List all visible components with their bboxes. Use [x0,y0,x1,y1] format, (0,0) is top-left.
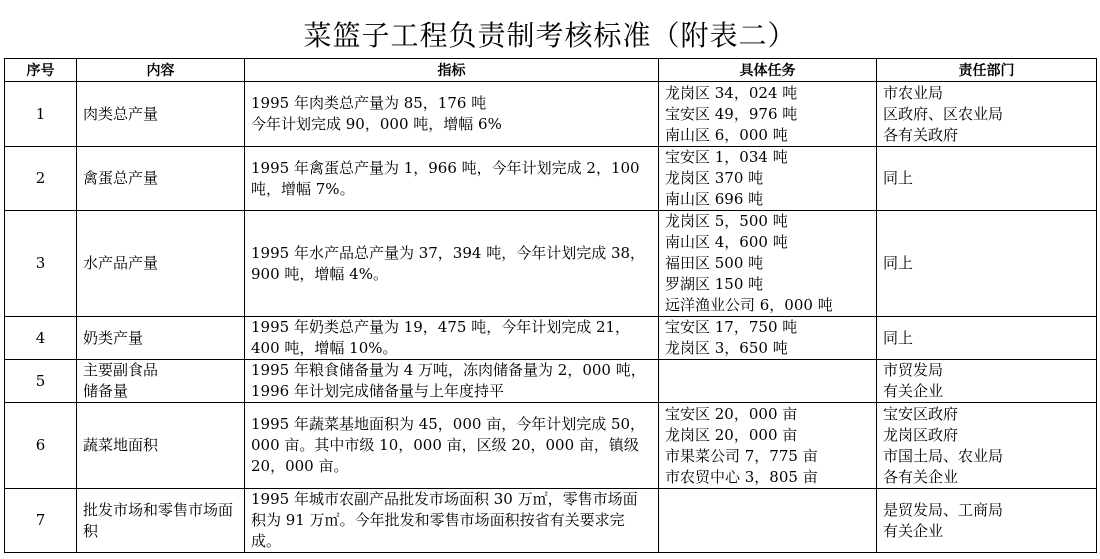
department-line: 市贸发局 [883,361,944,379]
table-row [5,147,1097,211]
indicator-line: 1995 年城市农副产品批发市场面积 30 万㎡，零售市场面积为 91 万㎡。今年批发和零售市场面积按省有关要求完成。 [251,490,638,550]
task-line: 罗湖区 150 吨 [665,275,764,293]
row-content [77,82,245,147]
department-line: 是贸发局、工商局 [883,500,1004,519]
task-line: 远洋渔业公司 6，000 吨 [665,296,833,314]
indicator-line: 1995 年粮食储备量为 4 万吨，冻肉储备量为 2，000 吨，1996 年计划完成储备量与上年度持平 [251,361,646,400]
row-indicator [245,360,659,403]
content-line: 蔬菜地面积 [83,436,159,454]
row-departments [877,317,1097,360]
row-number: 6 [5,403,77,489]
row-indicator [245,82,659,147]
row-indicator [245,403,659,489]
content-line: 水产品产量 [83,254,159,272]
task-line: 市果菜公司 7，775 亩 [665,446,818,465]
row-departments [877,82,1097,147]
department-line: 各有关企业 [883,467,959,486]
header-dept: 责任部门 [877,59,1097,82]
task-line: 宝安区 17，750 吨 [665,318,798,336]
task-line: 宝安区 49，976 吨 [665,104,798,123]
row-departments [877,360,1097,403]
content-line: 禽蛋总产量 [83,169,159,187]
row-departments [877,147,1097,211]
indicator-line: 1995 年奶类总产量为 19，475 吨，今年计划完成 21，400 吨，增幅 10%。 [251,318,631,357]
table-body [5,82,1097,553]
row-departments [877,403,1097,489]
department-line: 有关企业 [883,521,944,540]
row-indicator [245,489,659,553]
department-line: 同上 [883,169,914,187]
indicator-line: 1995 年蔬菜基地面积为 45，000 亩，今年计划完成 50，000 亩。其中市级 10，000 亩，区级 20，000 亩，镇级 20，000 亩。 [251,415,646,475]
content-line: 批发市场和零售市场面积 [83,500,234,540]
row-departments [877,211,1097,317]
row-number: 2 [5,147,77,211]
department-line: 龙岗区政府 [883,425,959,444]
department-line: 市国土局、农业局 [883,446,1004,465]
department-line: 同上 [883,254,914,272]
indicator-line: 1995 年肉类总产量为 85，176 吨 [251,94,487,112]
task-line: 宝安区 1，034 吨 [665,148,788,166]
row-indicator [245,317,659,360]
row-tasks [659,317,877,360]
department-line: 市农业局 [883,83,944,102]
header-content: 内容 [77,59,245,82]
row-departments [877,489,1097,553]
row-number: 4 [5,317,77,360]
department-line: 各有关政府 [883,125,959,144]
task-line: 福田区 500 吨 [665,254,764,272]
task-line: 宝安区 20，000 亩 [665,404,798,423]
task-line: 龙岗区 5，500 吨 [665,212,788,230]
table-row [5,489,1097,553]
row-content [77,403,245,489]
row-indicator [245,211,659,317]
row-content [77,360,245,403]
header-no: 序号 [5,59,77,82]
table-row [5,82,1097,147]
row-number: 1 [5,82,77,147]
indicator-line: 1995 年禽蛋总产量为 1，966 吨，今年计划完成 2，100 吨，增幅 7%。 [251,158,640,198]
row-indicator [245,147,659,211]
content-line: 肉类总产量 [83,104,159,123]
task-line: 龙岗区 20，000 亩 [665,425,798,444]
indicator-line: 今年计划完成 90，000 吨，增幅 6% [251,115,502,133]
row-tasks [659,82,877,147]
table-row [5,317,1097,360]
task-line: 龙岗区 370 吨 [665,169,764,187]
row-number: 5 [5,360,77,403]
table-header-row [5,59,1097,82]
content-line: 主要副食品 [83,361,159,379]
task-line: 龙岗区 3，650 吨 [665,339,788,357]
task-line: 南山区 4，600 吨 [665,233,788,251]
table-row [5,403,1097,489]
department-line: 宝安区政府 [883,404,959,423]
header-tasks: 具体任务 [659,59,877,82]
task-line: 南山区 696 吨 [665,190,764,208]
row-content [77,147,245,211]
row-number: 7 [5,489,77,553]
row-tasks [659,489,877,553]
row-number: 3 [5,211,77,317]
row-tasks [659,360,877,403]
content-line: 奶类产量 [83,328,144,347]
department-line: 区政府、区农业局 [883,104,1004,123]
department-line: 同上 [883,328,914,347]
header-indicator: 指标 [245,59,659,82]
row-tasks [659,403,877,489]
row-tasks [659,211,877,317]
department-line: 有关企业 [883,382,944,400]
table-row [5,211,1097,317]
task-line: 龙岗区 34，024 吨 [665,83,798,102]
row-tasks [659,147,877,211]
content-line: 储备量 [83,382,129,400]
standards-table [4,58,1097,553]
table-row [5,360,1097,403]
row-content [77,489,245,553]
indicator-line: 1995 年水产品总产量为 37，394 吨，今年计划完成 38，900 吨，增幅 4%。 [251,243,646,283]
row-content [77,211,245,317]
task-line: 南山区 6，000 吨 [665,125,788,144]
row-content [77,317,245,360]
task-line: 市农贸中心 3，805 亩 [665,467,818,486]
document-title: 菜篮子工程负责制考核标准（附表二） [303,19,797,52]
